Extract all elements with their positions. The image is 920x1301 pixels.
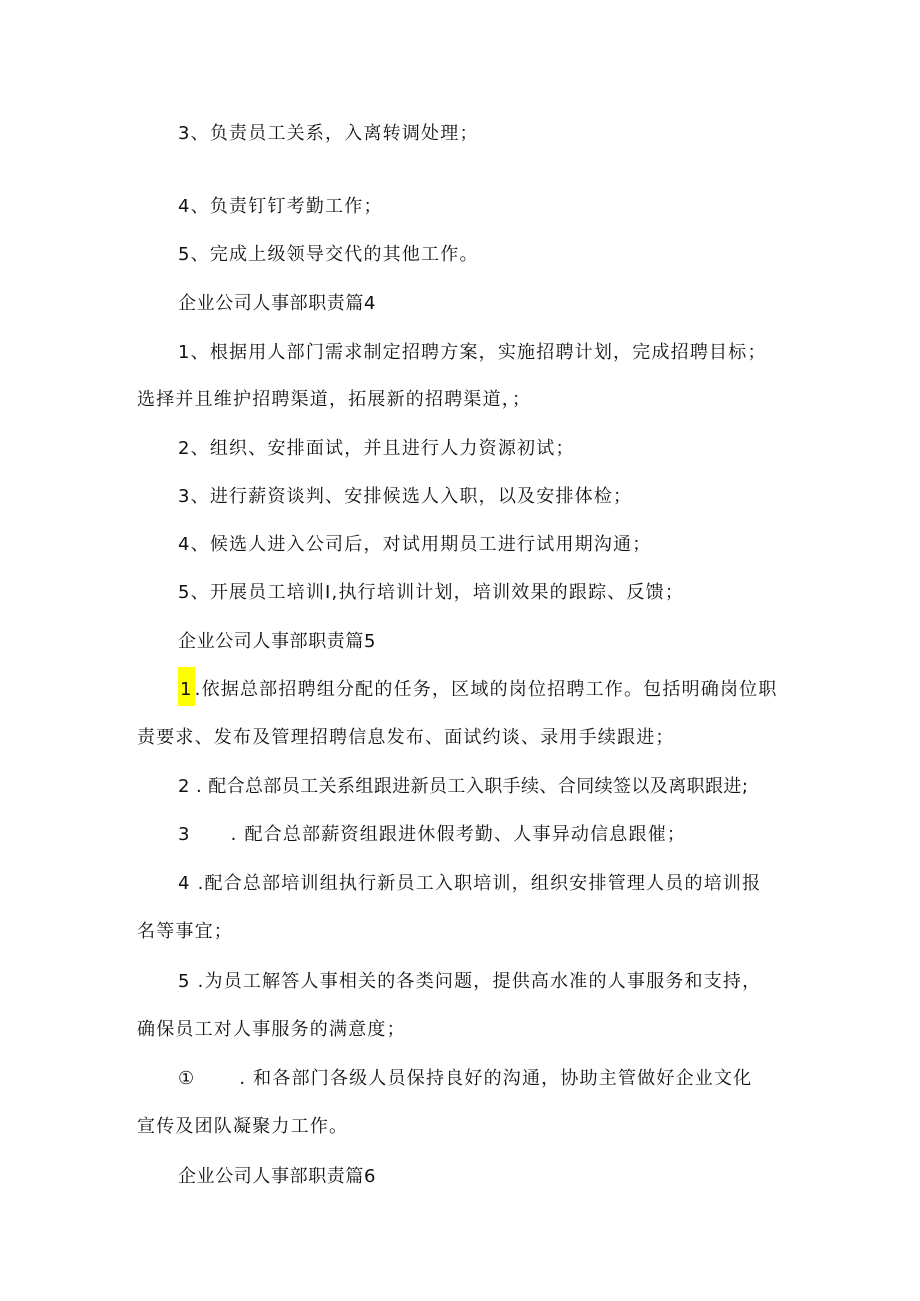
text-segment: . 和各部门各级人员保持良好的沟通，协助主管做好企业文化 (239, 1068, 753, 1089)
text-line: 1、根据用人部门需求制定招聘方案，实施招聘计划，完成招聘目标； (178, 342, 767, 363)
section-heading: 企业公司人事部职责篇6 (178, 1166, 377, 1187)
text-line: 4、负责钉钉考勤工作； (178, 196, 383, 217)
text-segment: .依据总部招聘组分配的任务，区域的岗位招聘工作。包括明确岗位职 (194, 679, 778, 700)
text-segment: ; (741, 776, 749, 797)
text-line: 5 .为员工解答人事相关的各类问题，提供高水准的人事服务和支持， (178, 971, 762, 992)
section-heading: 企业公司人事部职责篇5 (178, 631, 377, 652)
list-number: 3 (178, 824, 191, 845)
text-line (178, 775, 748, 799)
text-line: 4 .配合总部培训组执行新员工入职培训，组织安排管理人员的培训报 (178, 873, 762, 894)
text-line: 确保员工对人事服务的满意度； (137, 1019, 406, 1040)
text-line: 3、进行薪资谈判、安排候选人入职，以及安排体检； (178, 486, 633, 507)
text-line: 5、完成上级领导交代的其他工作。 (178, 244, 479, 265)
text-line: 宣传及团队凝聚力工作。 (137, 1116, 349, 1137)
section-heading: 企业公司人事部职责篇4 (178, 293, 377, 314)
text-line (178, 1067, 752, 1091)
text-line (178, 823, 686, 847)
text-segment: 2 . 配合总部员工关系组跟进新员工入职手续、合同续签以及离职跟进 (178, 776, 742, 797)
text-line: 5、开展员工培训I,执行培训计划，培训效果的跟踪、反馈； (178, 582, 685, 603)
list-number: ① (178, 1068, 196, 1089)
text-line: 3、负责员工关系，入离转调处理； (178, 123, 479, 144)
text-segment: . 配合总部薪资组跟进休假考勤、人事异动信息跟催； (230, 824, 687, 845)
text-line: 责要求、发布及管理招聘信息发布、面试约谈、录用手续跟进； (137, 727, 675, 748)
text-line (178, 678, 778, 702)
text-line: 2、组织、安排面试，并且进行人力资源初试； (178, 438, 575, 459)
text-line: 选择并且维护招聘渠道，拓展新的招聘渠道，； (137, 389, 532, 410)
highlighted-number: 1 (178, 667, 195, 706)
text-line: 4、候选人进入公司后，对试用期员工进行试用期沟通； (178, 534, 652, 555)
text-line: 名等事宜； (137, 921, 233, 942)
